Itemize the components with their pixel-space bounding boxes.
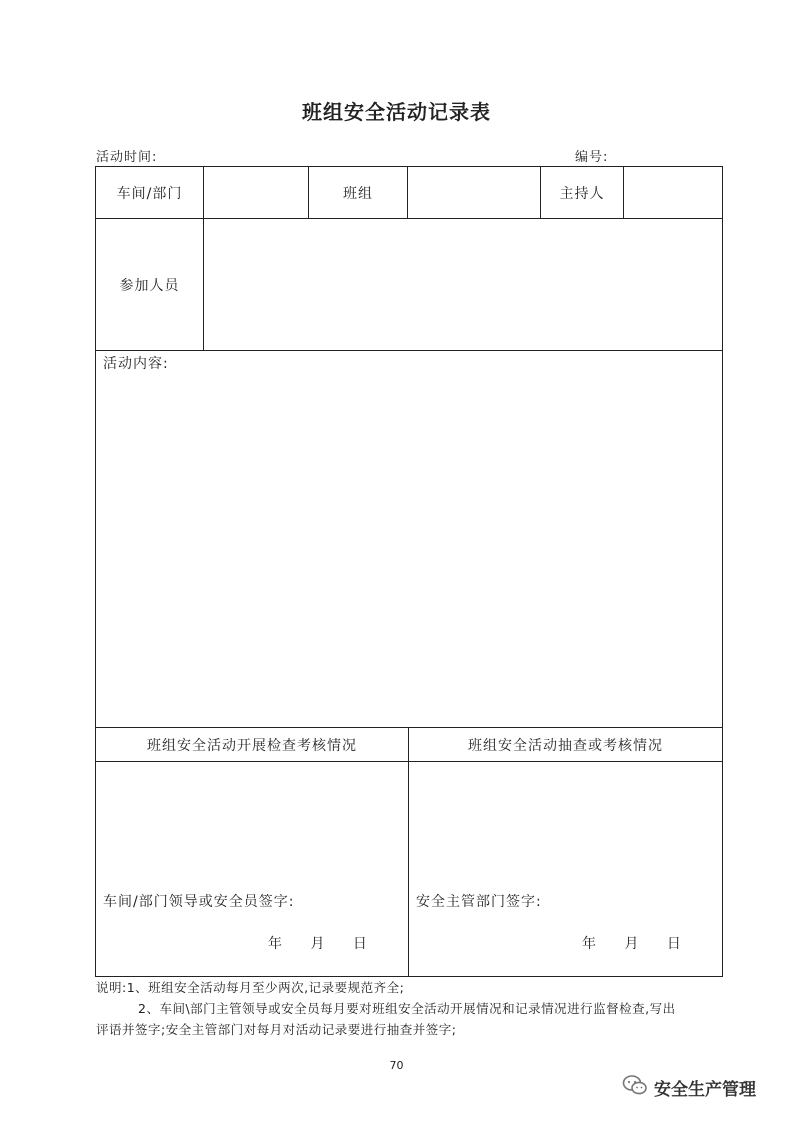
participants-label: 参加人员 bbox=[119, 277, 180, 294]
page-number: 70 bbox=[389, 1059, 404, 1072]
host-label: 主持人 bbox=[559, 185, 605, 202]
workshop-label: 车间/部门 bbox=[116, 185, 183, 202]
content-area[interactable] bbox=[96, 375, 722, 725]
note-line-3: 评语并签字;安全主管部门对每月对活动记录要进行抽查并签字; bbox=[96, 1022, 457, 1037]
sign-right-label: 安全主管部门签字: bbox=[416, 894, 542, 910]
row-divider bbox=[95, 350, 723, 351]
activity-time-label: 活动时间: bbox=[96, 150, 158, 165]
watermark-text: 安全生产管理 bbox=[654, 1080, 756, 1100]
participants-value[interactable] bbox=[204, 219, 722, 350]
watermark bbox=[622, 1074, 756, 1101]
host-value[interactable] bbox=[624, 167, 722, 218]
sign-left-label: 车间/部门领导或安全员签字: bbox=[103, 894, 295, 910]
note-line-1: 说明:1、班组安全活动每月至少两次,记录要规范齐全; bbox=[96, 980, 405, 995]
row-divider bbox=[95, 761, 723, 762]
team-value[interactable] bbox=[408, 167, 540, 218]
content-label: 活动内容: bbox=[103, 356, 169, 372]
workshop-value[interactable] bbox=[204, 167, 308, 218]
sign-left-date: 年 月 日 bbox=[268, 936, 368, 952]
col-divider bbox=[408, 727, 409, 977]
check-header-left: 班组安全活动开展检查考核情况 bbox=[147, 737, 357, 754]
note-line-2: 2、车间\部门主管领导或安全员每月要对班组安全活动开展情况和记录情况进行监督检查,写出 bbox=[138, 1001, 676, 1016]
page-title: 班组安全活动记录表 bbox=[302, 100, 491, 124]
check-header-right: 班组安全活动抽查或考核情况 bbox=[468, 737, 663, 754]
number-label: 编号: bbox=[575, 150, 609, 165]
wechat-icon bbox=[622, 1074, 648, 1101]
team-label: 班组 bbox=[343, 185, 373, 202]
sign-right-date: 年 月 日 bbox=[582, 936, 682, 952]
